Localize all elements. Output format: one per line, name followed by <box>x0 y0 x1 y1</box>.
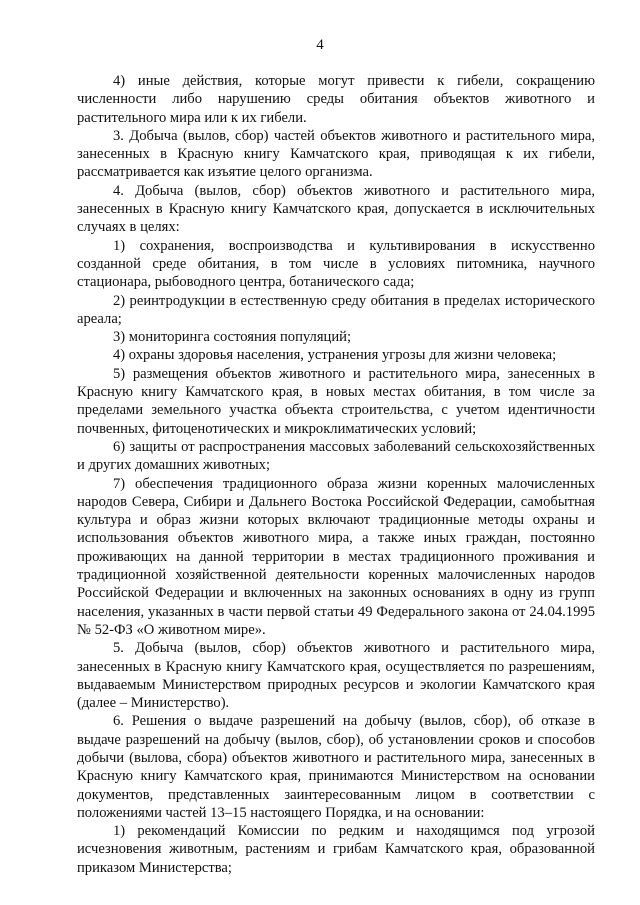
paragraph: 7) обеспечения традиционного образа жизни коренных малочисленных народов Севера, Сибири и Дальнего Востока Российской Федерации, самобытная культура и образ жизни которых включают традиционные методы охраны и использования объектов животного мира, а также иных граждан, постоянно проживающих на данной территории в местах традиционного проживания и традиционной хозяйственной деятельности коренных малочисленных народов Российской Федерации и включенных на законных основаниях в одну из групп населения, указанных в части первой статьи 49 Федерального закона от 24.04.1995 № 52-ФЗ «О животном мире». <box>77 475 595 638</box>
paragraph: 2) реинтродукции в естественную среду обитания в пределах исторического ареала; <box>77 292 595 327</box>
paragraph: 4. Добыча (вылов, сбор) объектов животного и растительного мира, занесенных в Красную книгу Камчатского края, допускается в исключительных случаях в целях: <box>77 182 595 236</box>
paragraph: 4) охраны здоровья населения, устранения угрозы для жизни человека; <box>113 347 557 364</box>
paragraph: 3. Добыча (вылов, сбор) частей объектов животного и растительного мира, занесенных в Красную книгу Камчатского края, приводящая к их гибели, рассматривается как изъятие целого организма. <box>77 127 595 181</box>
paragraph: 6) защиты от распространения массовых заболеваний сельскохозяйственных и других домашних животных; <box>77 438 595 474</box>
paragraph: 5. Добыча (вылов, сбор) объектов животного и растительного мира, занесенных в Красную книгу Камчатского края, осуществляется по разрешениям, выдаваемым Министерством природных ресурсов и экологии Камчатского края (далее – Министерство). <box>77 640 595 712</box>
paragraph: 3) мониторинга состояния популяций; <box>113 329 352 346</box>
paragraph: 6. Решения о выдаче разрешений на добычу (вылов, сбор), об отказе в выдаче разрешений на добычу (вылов, сбор), об установлении сроков и способов добычи (вылова, сбора) объектов животного и растительного мира, занесенных в Красную книгу Камчатского края, принимаются Министерством на основании документов, представленных заинтересованным лицом в соответствии с положениями частей 13–15 настоящего Порядка, и на основании: <box>77 713 595 821</box>
document-body <box>77 72 595 877</box>
paragraph: 4) иные действия, которые могут привести к гибели, сокращению численности либо нарушению среды обитания объектов животного и растительного мира или к их гибели. <box>77 73 595 126</box>
paragraph: 1) сохранения, воспроизводства и культивирования в искусственно созданной среде обитания, в том числе в условиях питомника, научного стационара, рыбоводного центра, ботанического сада; <box>77 237 595 291</box>
paragraph: 5) размещения объектов животного и растительного мира, занесенных в Красную книгу Камчатского края, в новых местах обитания, в том числе за пределами земельного участка объекта строительства, с учетом идентичности почвенных, фитоценотических и микроклиматических условий; <box>77 365 595 437</box>
paragraph: 1) рекомендаций Комиссии по редким и находящимся под угрозой исчезновения животным, растениям и грибам Камчатского края, образованной приказом Министерства; <box>77 823 595 876</box>
page-number: 4 <box>316 37 324 53</box>
